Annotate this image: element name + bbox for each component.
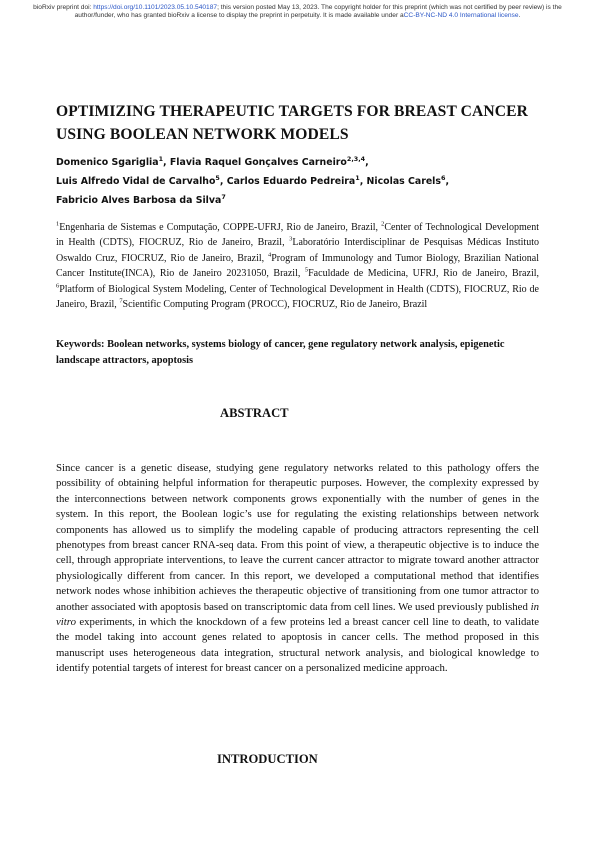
author-name: Nicolas Carels	[366, 176, 441, 187]
paper-title	[56, 100, 546, 146]
author-name: Domenico Sgariglia	[56, 157, 159, 168]
affil-text: Engenharia de Sistemas e Computação, COPPE-UFRJ, Rio de Janeiro, Brazil,	[59, 222, 382, 233]
license-link[interactable]: CC-BY-NC-ND 4.0 International license	[403, 12, 519, 19]
affil-number: 3	[289, 236, 293, 244]
affil-number: 2	[381, 220, 385, 228]
affil-number: 7	[119, 297, 123, 305]
author-affil-mark: 2,3,4	[346, 154, 366, 163]
affil-number: 4	[268, 251, 272, 259]
abstract-text-1: Since cancer is a genetic disease, studying gene regulatory networks related to this pathology offers the possibility of obtaining helpful information for therapeutic purposes. However, the complexity expressed by the interconnections between network components grows exponentially with the number of genes in the system. In this report, the Boolean logic’s use for regulating the existing relationships between network components has allowed us to simplify the modeling capable of producing attractors representing the cell phenotypes from breast cancer RNA-seq data. From this point of view, a therapeutic objective is to induce the cell, through appropriate interventions, to leave the current cancer attractor to migrate toward another attractor physiologically different from cancer. In this report, we developed a computational method that identifies network nodes whose inhibition achieves the therapeutic objective of transitioning from one tumor attractor to another associated with apoptosis based on transcriptomic data from cell lines. We used previously published	[56, 462, 539, 613]
header-notice: ; this version posted May 13, 2023. The copyright holder for this preprint (which was not certified by peer review) is the author/funder, who has granted bioRxiv a license to display the preprint in perpetuity. It is made available under a	[74, 4, 562, 19]
header-end: .	[518, 12, 521, 19]
author-affil-mark: 5	[215, 173, 220, 182]
introduction-heading: INTRODUCTION	[217, 752, 318, 766]
affil-number: 6	[56, 282, 60, 290]
abstract-body	[56, 461, 539, 677]
author-affil-mark: 7	[221, 192, 226, 201]
abstract-italic: in vitro	[56, 600, 539, 629]
author-affil-mark: 1	[158, 154, 164, 163]
author-name: Fabricio Alves Barbosa da Silva	[56, 195, 222, 206]
affiliations	[56, 220, 539, 312]
affil-text: Laboratório Interdisciplinar de Pesquisas Médicas Instituto Oswaldo Cruz, FIOCRUZ, Rio de Janeiro, Brazil,	[56, 237, 539, 264]
author-name: Luis Alfredo Vidal de Carvalho	[56, 176, 216, 187]
affil-number: 1	[56, 220, 60, 228]
title-line-1: OPTIMIZING THERAPEUTIC TARGETS FOR BREAST CANCER	[56, 103, 528, 120]
author-line-2: Luis Alfredo Vidal de Carvalho$^5$, Carlos Eduardo Pedreira$^1$, Nicolas Carels$^6$,	[56, 173, 449, 187]
author-line-1: Domenico Sgariglia$^1$, Flavia Raquel Gonçalves Carneiro$^{2,3,4}$,	[56, 154, 369, 168]
author-line-3	[56, 191, 546, 210]
keywords: Keywords: Boolean networks, systems biology of cancer, gene regulatory network analysis, epigenetic landscape attractors, apoptosis	[56, 339, 505, 366]
preprint-header	[30, 4, 565, 20]
author-list	[56, 153, 546, 210]
abstract-heading: ABSTRACT	[220, 406, 289, 420]
affil-number: 5	[304, 266, 309, 274]
title-line-2: USING BOOLEAN NETWORK MODELS	[56, 126, 349, 143]
abstract-text-2: experiments, in which the knockdown of a few proteins led a breast cancer cell line to death, to validate the model taking into account genes related to apoptosis in cancer cells. The method proposed in this manuscript uses heterogeneous data integration, structural network analysis, and biological knowledge to identify potential targets of interest for breast cancer on a personalized medicine approach.	[56, 616, 539, 675]
author-affil-mark: 6	[440, 173, 446, 182]
affil-text: Faculdade de Medicina, UFRJ, Rio de Janeiro, Brazil,	[308, 268, 539, 280]
affil-text: Scientific Computing Program (PROCC), FIOCRUZ, Rio de Janeiro, Brazil	[122, 299, 428, 311]
author-name: Carlos Eduardo Pedreira	[226, 176, 356, 187]
header-prefix: bioRxiv preprint doi:	[33, 4, 94, 11]
author-name: Flavia Raquel Gonçalves Carneiro	[169, 157, 347, 168]
doi-link[interactable]: https://doi.org/10.1101/2023.05.10.540187	[93, 4, 218, 11]
affil-text: Center of Technological Development in Health (CDTS), FIOCRUZ, Rio de Janeiro, Brazil,	[56, 222, 539, 249]
affil-text: Platform of Biological System Modeling, Center of Technological Development in Health (CDTS), FIOCRUZ, Rio de Janeiro, Brazil,	[56, 283, 539, 311]
author-affil-mark: 1	[355, 173, 360, 182]
affil-text: Program of Immunology and Tumor Biology, Brazilian National Cancer Institute(INCA), Rio de Janeiro 20231050, Brazil,	[56, 252, 539, 280]
